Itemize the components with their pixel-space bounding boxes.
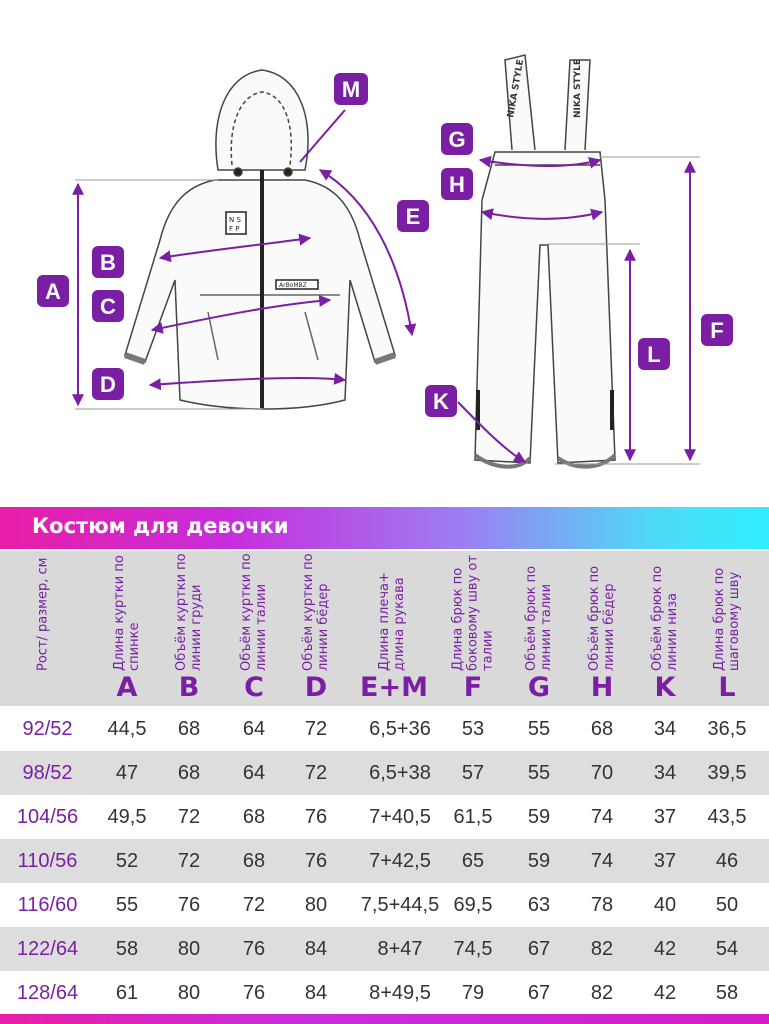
label-a: [37, 275, 69, 307]
cell-b: 72: [177, 850, 201, 872]
cell-h: 68: [590, 718, 614, 740]
svg-text:C: C: [100, 294, 116, 319]
cell-a: 47: [115, 762, 139, 784]
cell-a: 61: [115, 982, 139, 1004]
cell-g: 63: [527, 894, 551, 916]
svg-text:L: L: [647, 342, 661, 367]
header-letter-d: D: [304, 672, 328, 703]
badge-line-2: F P: [229, 225, 240, 233]
page-title: Костюм для девочки: [32, 514, 289, 538]
cell-k: 34: [653, 718, 677, 740]
header-letter-b: B: [178, 672, 200, 703]
cell-d: 84: [304, 982, 328, 1004]
cell-l: 43,5: [707, 806, 747, 828]
cell-c: 76: [242, 982, 266, 1004]
header-col-a: Длина куртки по спинке: [112, 555, 142, 671]
label-k: [425, 385, 457, 417]
cell-d: 72: [304, 762, 328, 784]
header-col-h: Объём брюк по линии бёдер: [587, 565, 617, 671]
table-row: [0, 707, 769, 751]
cell-em: 8+47: [377, 938, 423, 960]
cell-h: 74: [590, 806, 614, 828]
label-l: [638, 338, 670, 370]
cell-h: 78: [590, 894, 614, 916]
cell-b: 68: [177, 718, 201, 740]
cell-c: 68: [242, 850, 266, 872]
cell-h: 82: [590, 938, 614, 960]
cell-em: 8+49,5: [369, 982, 431, 1004]
header-col-em: Длина плеча+ длина рукава: [377, 572, 407, 671]
cell-b: 80: [177, 938, 201, 960]
cell-g: 67: [527, 938, 551, 960]
cell-l: 50: [715, 894, 739, 916]
cell-g: 55: [527, 718, 551, 740]
header-col-c: Объём куртки по линии талии: [239, 553, 269, 671]
cell-g: 55: [527, 762, 551, 784]
cell-em: 7,5+44,5: [360, 894, 440, 916]
cell-c: 68: [242, 806, 266, 828]
table-row: [0, 751, 769, 795]
header-col-0: Рост/ размер, см: [35, 557, 51, 671]
table-row: [0, 795, 769, 839]
cell-h: 70: [590, 762, 614, 784]
header-col-l: Длина брюк по шаговому шву: [712, 567, 742, 671]
cell-h: 82: [590, 982, 614, 1004]
cell-k: 42: [653, 982, 677, 1004]
cell-size: 116/60: [17, 894, 78, 916]
cell-f: 53: [461, 718, 485, 740]
title-banner: [0, 507, 769, 549]
header-letter-f: F: [463, 672, 483, 703]
cell-em: 6,5+38: [369, 762, 431, 784]
cell-c: 64: [242, 718, 266, 740]
cell-f: 69,5: [453, 894, 493, 916]
cell-size: 104/56: [16, 806, 79, 828]
cell-size: 128/64: [16, 982, 79, 1004]
jacket-drawing: [125, 70, 395, 409]
cell-b: 80: [177, 982, 201, 1004]
header-letter-em: E+M: [360, 672, 428, 703]
label-h: [441, 168, 473, 200]
cell-em: 7+42,5: [369, 850, 431, 872]
cell-a: 58: [115, 938, 139, 960]
header-col-d: Объём куртки по линии бёдер: [301, 553, 331, 671]
label-d: [92, 368, 124, 400]
cell-f: 65: [461, 850, 485, 872]
header-letter-c: C: [244, 672, 264, 703]
header-letter-h: H: [590, 672, 614, 703]
table-row: [0, 883, 769, 927]
cell-k: 40: [653, 894, 677, 916]
cell-b: 76: [177, 894, 201, 916]
bottom-accent-bar: [0, 1014, 769, 1024]
cell-em: 6,5+36: [369, 718, 431, 740]
cell-b: 68: [177, 762, 201, 784]
cell-c: 72: [242, 894, 266, 916]
header-col-g: Объём брюк по линии талии: [524, 565, 554, 671]
header-col-b: Объём куртки по линии груди: [174, 553, 204, 671]
cell-l: 46: [715, 850, 739, 872]
cell-size: 98/52: [22, 762, 73, 784]
header-letter-a: A: [116, 672, 138, 703]
header-letter-g: G: [527, 672, 551, 703]
svg-text:E: E: [405, 204, 421, 229]
cell-k: 37: [653, 806, 677, 828]
svg-text:D: D: [100, 372, 116, 397]
header-letter-l: L: [718, 672, 736, 703]
cell-k: 37: [653, 850, 677, 872]
cell-d: 76: [304, 806, 328, 828]
cell-l: 54: [715, 938, 739, 960]
label-g: [441, 123, 473, 155]
cell-em: 7+40,5: [369, 806, 431, 828]
cell-d: 80: [304, 894, 328, 916]
badge-line-1: N S: [229, 216, 241, 224]
label-b: [92, 246, 124, 278]
cell-a: 52: [115, 850, 139, 872]
svg-text:G: G: [448, 127, 466, 152]
header-letter-k: K: [654, 672, 676, 703]
cell-g: 59: [527, 806, 551, 828]
cell-c: 64: [242, 762, 266, 784]
cell-b: 72: [177, 806, 201, 828]
cell-a: 49,5: [107, 806, 147, 828]
cell-f: 61,5: [453, 806, 493, 828]
cell-d: 76: [304, 850, 328, 872]
cell-l: 36,5: [707, 718, 747, 740]
header-col-f: Длина брюк по боковому шву от талии: [450, 555, 496, 671]
cell-c: 76: [242, 938, 266, 960]
svg-text:H: H: [449, 172, 465, 197]
cell-k: 42: [653, 938, 677, 960]
cell-l: 39,5: [707, 762, 747, 784]
cell-d: 84: [304, 938, 328, 960]
cell-size: 92/52: [22, 718, 73, 740]
cell-f: 79: [461, 982, 485, 1004]
cell-l: 58: [715, 982, 739, 1004]
cell-k: 34: [653, 762, 677, 784]
strap-text-right: NIKA STYLE: [573, 59, 583, 118]
svg-text:K: K: [433, 389, 449, 414]
cell-f: 74,5: [453, 938, 493, 960]
label-e: [397, 200, 429, 232]
cell-a: 44,5: [107, 718, 147, 740]
table-row: [0, 971, 769, 1015]
cell-d: 72: [304, 718, 328, 740]
table-row: [0, 839, 769, 883]
label-m: [334, 73, 368, 105]
pants-drawing: [475, 55, 615, 467]
table-row: [0, 927, 769, 971]
label-c: [92, 290, 124, 322]
header-col-k: Объём брюк по линии низа: [650, 565, 680, 671]
cell-size: 110/56: [17, 850, 78, 872]
strap-text-left: NIKA STYLE: [506, 58, 527, 119]
svg-text:A: A: [45, 279, 61, 304]
cell-a: 55: [115, 894, 139, 916]
svg-text:M: M: [341, 77, 361, 102]
cell-g: 67: [527, 982, 551, 1004]
cell-h: 74: [590, 850, 614, 872]
label-f: [701, 314, 733, 346]
garment-diagram: [0, 0, 769, 505]
svg-text:F: F: [710, 318, 724, 343]
jacket-tag: ArBoMBZ: [279, 282, 307, 289]
cell-f: 57: [461, 762, 485, 784]
svg-text:B: B: [100, 250, 116, 275]
cell-size: 122/64: [16, 938, 79, 960]
cell-g: 59: [527, 850, 551, 872]
